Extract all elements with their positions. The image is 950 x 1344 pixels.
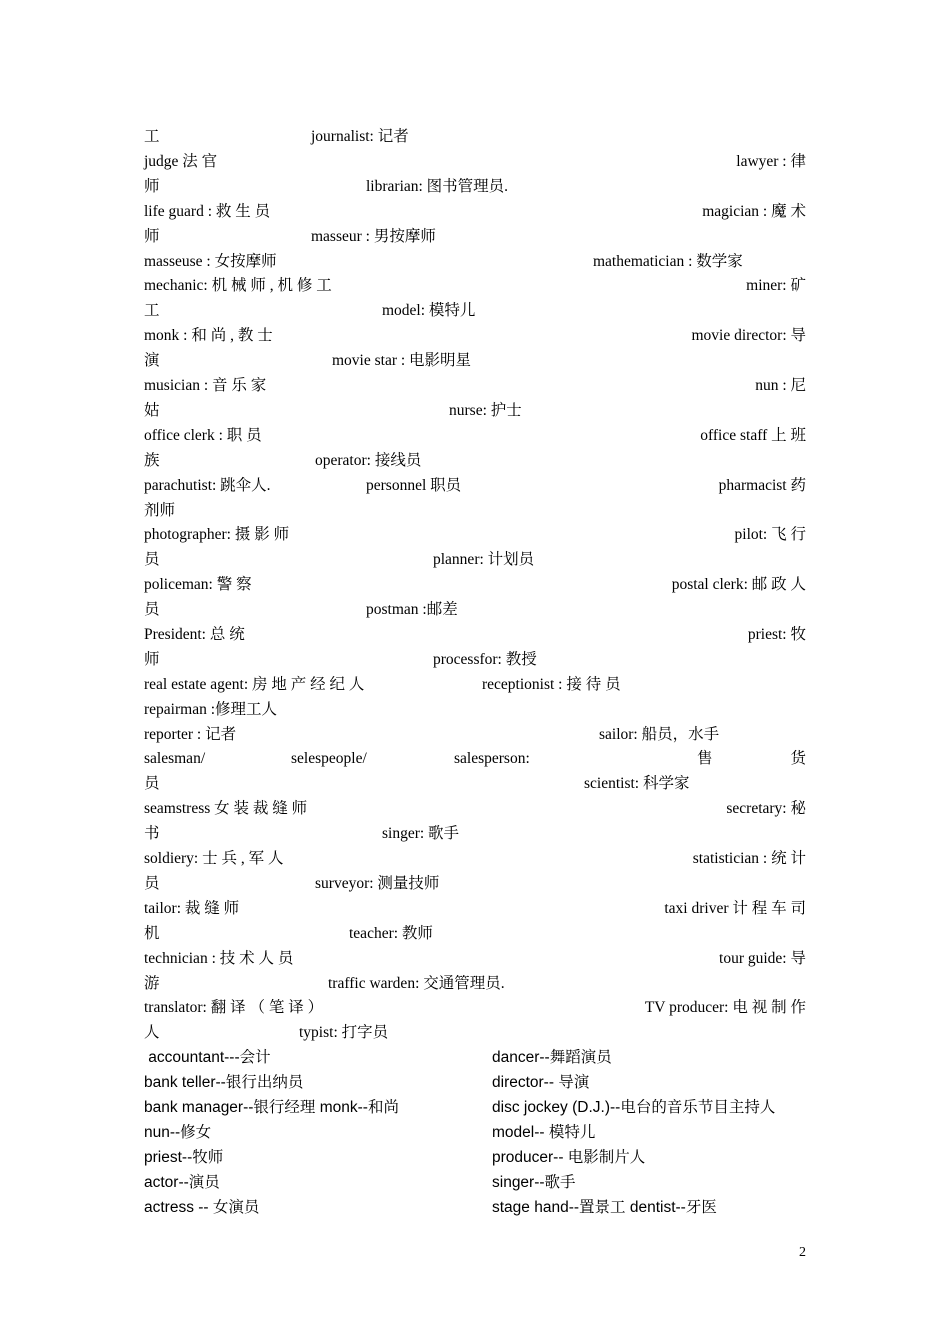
text-line — [144, 871, 806, 896]
text-segment: nun : 尼 — [755, 377, 806, 394]
text-segment: 机 — [144, 925, 160, 942]
text-segment: office staff 上 班 — [700, 427, 806, 444]
text-segment: processfor: 教授 — [433, 651, 537, 668]
text-line — [144, 224, 806, 249]
text-segment: 剂师 — [144, 502, 176, 519]
text-segment: postal clerk: 邮 政 人 — [671, 576, 806, 593]
text-segment: sailor: 船员，水手 — [599, 726, 720, 743]
text-line — [144, 448, 806, 473]
text-line — [144, 771, 806, 796]
text-line — [144, 149, 806, 174]
text-segment: pharmacist 药 — [718, 477, 806, 494]
text-segment: 游 — [144, 975, 160, 992]
list-item: actor--演员 — [144, 1174, 220, 1191]
text-segment: statistician : 统 计 — [692, 850, 806, 867]
list-item: actress -- 女演员 — [144, 1199, 260, 1216]
text-segment: nurse: 护士 — [449, 402, 522, 419]
text-segment: repairman :修理工人 — [144, 701, 278, 718]
text-segment: pilot: 飞 行 — [734, 526, 806, 543]
text-segment: priest: 牧 — [747, 626, 806, 643]
text-segment: lawyer : 律 — [736, 153, 806, 170]
text-line — [144, 896, 806, 921]
text-segment: secretary: 秘 — [726, 800, 806, 817]
text-line — [144, 572, 806, 597]
text-line — [144, 398, 806, 423]
list-item: singer--歌手 — [492, 1174, 576, 1191]
page-number: 2 — [799, 1245, 806, 1260]
text-segment: 姑 — [144, 402, 160, 419]
text-segment: life guard : 救 生 员 — [144, 203, 271, 220]
text-segment: real estate agent: 房 地 产 经 纪 人 — [144, 676, 365, 693]
text-segment: tailor: 裁 缝 师 — [144, 900, 240, 917]
list-item: nun--修女 — [144, 1124, 212, 1141]
text-segment: receptionist : 接 待 员 — [482, 676, 621, 693]
text-line — [144, 921, 806, 946]
text-segment: personnel 职员 — [366, 477, 462, 494]
text-line — [144, 522, 806, 547]
text-segment: operator: 接线员 — [315, 452, 422, 469]
list-item: accountant---会计 — [144, 1049, 271, 1066]
text-line — [144, 622, 806, 647]
text-line — [144, 323, 806, 348]
list-row — [144, 1120, 806, 1145]
text-segment: 族 — [144, 452, 160, 469]
list-item: bank teller--银行出纳员 — [144, 1074, 304, 1091]
text-segment: soldiery: 士 兵 , 军 人 — [144, 850, 284, 867]
text-line — [144, 796, 806, 821]
text-line — [144, 846, 806, 871]
text-segment: office clerk : 职 员 — [144, 427, 262, 444]
text-segment: 工 — [144, 302, 160, 319]
text-line — [144, 1020, 806, 1045]
text-segment: masseuse : 女按摩师 — [144, 253, 277, 270]
text-line — [144, 348, 806, 373]
text-segment: technician : 技 术 人 员 — [144, 950, 294, 967]
text-segment: 员 — [144, 775, 160, 792]
text-line — [144, 373, 806, 398]
text-line — [144, 971, 806, 996]
text-segment: President: 总 统 — [144, 626, 245, 643]
text-segment: judge 法 官 — [144, 153, 218, 170]
list-item: priest--牧师 — [144, 1149, 224, 1166]
text-segment: model: 模特儿 — [382, 302, 476, 319]
text-segment: 员 — [144, 601, 160, 618]
text-segment: teacher: 教师 — [349, 925, 433, 942]
text-segment: 工 — [144, 128, 160, 145]
text-segment: selespeople/ — [291, 750, 367, 767]
text-segment: parachutist: 跳伞人. — [144, 477, 271, 494]
text-segment: 员 — [144, 875, 160, 892]
list-row — [144, 1045, 806, 1070]
list-item: bank manager--银行经理 monk--和尚 — [144, 1099, 399, 1116]
text-line — [144, 473, 806, 498]
text-segment: typist: 打字员 — [299, 1024, 389, 1041]
text-line — [144, 199, 806, 224]
text-line — [144, 174, 806, 199]
text-segment: tour guide: 导 — [719, 950, 806, 967]
text-line — [144, 672, 806, 697]
text-segment: postman :邮差 — [366, 601, 458, 618]
text-segment: 师 — [144, 228, 160, 245]
text-line — [144, 547, 806, 572]
text-segment: journalist: 记者 — [311, 128, 409, 145]
text-segment: 售 — [697, 750, 713, 767]
list-row — [144, 1195, 806, 1220]
text-segment: musician : 音 乐 家 — [144, 377, 267, 394]
text-segment: 书 — [144, 825, 160, 842]
list-row — [144, 1170, 806, 1195]
text-segment: surveyor: 测量技师 — [315, 875, 440, 892]
text-segment: translator: 翻 译 （ 笔 译 ） — [144, 999, 324, 1016]
text-segment: taxi driver 计 程 车 司 — [664, 900, 806, 917]
text-segment: salesperson: — [454, 750, 530, 767]
text-segment: movie star : 电影明星 — [332, 352, 472, 369]
text-line — [144, 298, 806, 323]
text-segment: 货 — [790, 750, 806, 767]
text-segment: TV producer: 电 视 制 作 — [644, 999, 806, 1016]
text-line — [144, 722, 806, 747]
text-segment: monk : 和 尚 , 教 士 — [144, 327, 273, 344]
text-line — [144, 995, 806, 1020]
text-segment: seamstress 女 装 裁 缝 师 — [144, 800, 308, 817]
text-segment: masseur : 男按摩师 — [311, 228, 436, 245]
text-line — [144, 647, 806, 672]
text-segment: singer: 歌手 — [382, 825, 460, 842]
text-segment: 人 — [144, 1024, 160, 1041]
text-segment: salesman/ — [144, 750, 206, 767]
text-line — [144, 273, 806, 298]
text-segment: scientist: 科学家 — [584, 775, 690, 792]
list-item: model-- 模特儿 — [492, 1124, 596, 1141]
text-line — [144, 423, 806, 448]
list-row — [144, 1095, 806, 1120]
text-segment: magician : 魔 术 — [702, 203, 806, 220]
text-segment: movie director: 导 — [691, 327, 806, 344]
text-segment: librarian: 图书管理员. — [366, 178, 509, 195]
text-segment: 员 — [144, 551, 160, 568]
text-line — [144, 597, 806, 622]
text-segment: mechanic: 机 械 师 , 机 修 工 — [144, 277, 332, 294]
list-item: dancer--舞蹈演员 — [492, 1049, 612, 1066]
text-segment: 师 — [144, 178, 160, 195]
text-line — [144, 697, 806, 722]
text-line — [144, 746, 806, 771]
list-row — [144, 1145, 806, 1170]
text-segment: photographer: 摄 影 师 — [144, 526, 290, 543]
list-row — [144, 1070, 806, 1095]
text-segment: reporter : 记者 — [144, 726, 237, 743]
text-line — [144, 821, 806, 846]
text-segment: 师 — [144, 651, 160, 668]
list-item: stage hand--置景工 dentist--牙医 — [492, 1199, 717, 1216]
text-line — [144, 498, 806, 523]
text-segment: mathematician : 数学家 — [593, 253, 743, 270]
text-line — [144, 124, 806, 149]
text-segment: miner: 矿 — [746, 277, 806, 294]
text-segment: traffic warden: 交通管理员. — [328, 975, 505, 992]
text-segment: planner: 计划员 — [433, 551, 535, 568]
text-segment: policeman: 警 察 — [144, 576, 252, 593]
text-line — [144, 249, 806, 274]
list-item: disc jockey (D.J.)--电台的音乐节目主持人 — [492, 1099, 776, 1116]
text-segment: 演 — [144, 352, 160, 369]
text-line — [144, 946, 806, 971]
list-item: producer-- 电影制片人 — [492, 1149, 646, 1166]
list-item: director-- 导演 — [492, 1074, 590, 1091]
